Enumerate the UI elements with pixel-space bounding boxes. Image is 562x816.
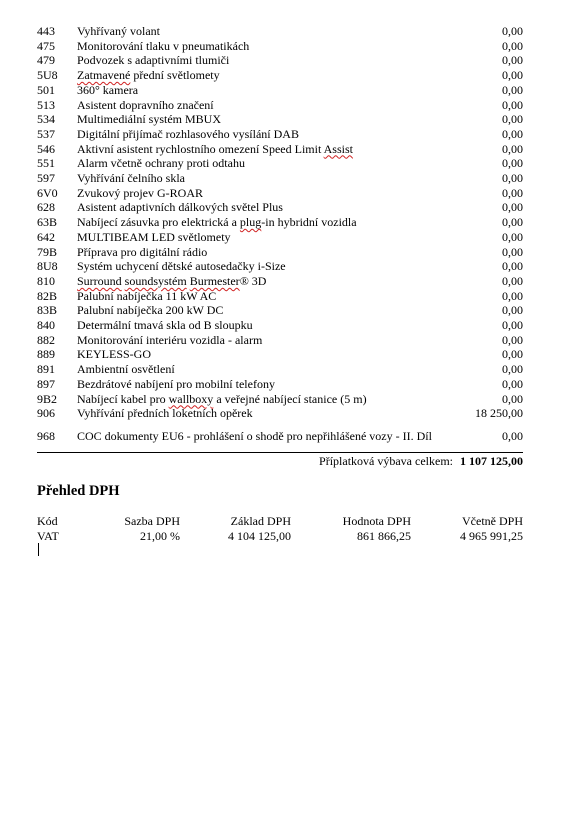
table-row (37, 39, 523, 54)
item-code: 628 (37, 200, 55, 215)
spellcheck-mark: wallboxy (168, 391, 214, 406)
table-row (37, 127, 523, 142)
table-row (37, 362, 523, 377)
item-price: 0,00 (502, 376, 523, 391)
item-description: Příprava pro digitální rádio (77, 244, 208, 259)
item-description: Monitorování interiéru vozidla - alarm (77, 332, 263, 347)
item-code: 546 (37, 141, 55, 156)
item-code: 968 (37, 428, 55, 443)
spellcheck-mark: Burmester (189, 273, 240, 288)
table-row (37, 53, 523, 68)
item-price: 0,00 (502, 141, 523, 156)
item-code: 443 (37, 24, 55, 38)
table-row (37, 230, 523, 245)
table-row (37, 421, 523, 451)
spellcheck-mark: Assist (323, 141, 353, 156)
spellcheck-mark: soundsystém (124, 273, 187, 288)
item-description: KEYLESS-GO (77, 347, 151, 362)
table-row (37, 83, 523, 98)
item-code: 6V0 (37, 185, 58, 200)
table-row (37, 377, 523, 392)
item-description: Asistent adaptivních dálkových světel Plus (77, 200, 283, 215)
vat-base: 4 104 125,00 (228, 529, 291, 543)
table-row (37, 347, 523, 362)
table-row (37, 215, 523, 230)
equipment-total-value: 1 107 125,00 (460, 454, 523, 468)
item-code: 889 (37, 347, 55, 362)
table-row (37, 24, 523, 39)
item-description: Determální tmavá skla od B sloupku (77, 318, 253, 333)
spellcheck-mark: Zatmavené (77, 68, 131, 83)
table-row (37, 259, 523, 274)
item-code: 597 (37, 171, 55, 186)
item-code: 479 (37, 53, 55, 68)
item-description: Alarm včetně ochrany proti odtahu (77, 156, 245, 171)
vat-heading: Přehled DPH (37, 483, 120, 499)
table-row (37, 392, 523, 407)
vat-header-code: Kód (37, 514, 58, 528)
item-price: 0,00 (502, 68, 523, 83)
item-price: 0,00 (502, 215, 523, 230)
table-row (37, 171, 523, 186)
item-description: Nabíjecí kabel pro wallboxy a veřejné nabíjecí stanice (5 m) (77, 391, 367, 406)
item-code: 8U8 (37, 259, 58, 274)
table-row (37, 303, 523, 318)
item-price: 0,00 (502, 112, 523, 127)
item-description: Nabíjecí zásuvka pro elektrická a plug-in hybridní vozidla (77, 215, 357, 230)
vat-header-rate: Sazba DPH (124, 514, 180, 528)
spellcheck-mark: plug (239, 215, 262, 230)
item-description: Vyhřívaný volant (77, 24, 160, 38)
item-price: 0,00 (502, 273, 523, 288)
equipment-total-label: Příplatková výbava celkem: (319, 454, 453, 468)
item-code: 5U8 (37, 68, 58, 83)
item-description: Monitorování tlaku v pneumatikách (77, 38, 250, 53)
table-divider (37, 452, 523, 453)
table-row (37, 98, 523, 113)
equipment-table (37, 24, 523, 451)
item-description: MULTIBEAM LED světlomety (77, 229, 231, 244)
table-row (37, 318, 523, 333)
table-row (37, 289, 523, 304)
item-price: 0,00 (502, 391, 523, 406)
text-cursor[interactable] (38, 543, 39, 556)
equipment-total (319, 454, 523, 469)
table-row (37, 245, 523, 260)
item-code: 475 (37, 38, 55, 53)
item-code: 551 (37, 156, 55, 171)
table-row (37, 200, 523, 215)
item-description: Zatmavené přední světlomety (77, 68, 220, 83)
item-description: Palubní nabíječka 200 kW DC (77, 303, 224, 318)
item-description: COC dokumenty EU6 - prohlášení o shodě pro nepřihlášené vozy - II. Díl (77, 428, 432, 443)
vat-rate: 21,00 % (140, 529, 180, 543)
item-description: Vyhřívání čelního skla (77, 171, 185, 186)
table-row (37, 142, 523, 157)
item-price: 0,00 (502, 318, 523, 333)
item-description: Podvozek s adaptivními tlumiči (77, 53, 230, 68)
item-code: 537 (37, 126, 55, 141)
item-code: 82B (37, 288, 58, 303)
item-code: 513 (37, 97, 55, 112)
vat-header-incl: Včetně DPH (462, 514, 523, 528)
item-description: Zvukový projev G-ROAR (77, 185, 203, 200)
item-code: 9B2 (37, 391, 58, 406)
item-code: 810 (37, 273, 55, 288)
item-description: Digitální přijímač rozhlasového vysílání DAB (77, 126, 299, 141)
item-description: Systém uchycení dětské autosedačky i-Size (77, 259, 286, 274)
item-code: 642 (37, 229, 55, 244)
item-price: 0,00 (502, 200, 523, 215)
item-price: 0,00 (502, 126, 523, 141)
spellcheck-mark: Surround (77, 273, 122, 288)
vat-table (37, 514, 523, 544)
item-code: 897 (37, 376, 55, 391)
item-price: 0,00 (502, 97, 523, 112)
table-row (37, 156, 523, 171)
item-price: 0,00 (502, 362, 523, 377)
item-code: 501 (37, 82, 55, 97)
item-code: 534 (37, 112, 55, 127)
vat-code: VAT (37, 529, 59, 543)
vat-amount: 861 866,25 (357, 529, 411, 543)
item-code: 891 (37, 362, 55, 377)
item-price: 0,00 (502, 332, 523, 347)
table-row (37, 186, 523, 201)
item-price: 0,00 (502, 244, 523, 259)
item-code: 63B (37, 215, 58, 230)
item-price: 0,00 (502, 24, 523, 38)
table-row (37, 333, 523, 348)
item-price: 0,00 (502, 288, 523, 303)
item-price: 0,00 (502, 171, 523, 186)
item-description: Surround soundsystém Burmester® 3D (77, 273, 267, 288)
item-price: 0,00 (502, 259, 523, 274)
vat-header-amount: Hodnota DPH (342, 514, 411, 528)
item-description: Multimediální systém MBUX (77, 112, 221, 127)
item-price: 0,00 (502, 229, 523, 244)
table-row (37, 112, 523, 127)
item-description: Bezdrátové nabíjení pro mobilní telefony (77, 376, 275, 391)
item-description: Asistent dopravního značení (77, 97, 214, 112)
item-description: 360° kamera (77, 82, 139, 97)
item-description: Vyhřívání předních loketních opěrek (77, 406, 253, 421)
item-description: Palubní nabíječka 11 kW AC (77, 288, 217, 303)
item-price: 0,00 (502, 347, 523, 362)
item-price: 0,00 (502, 38, 523, 53)
item-price: 0,00 (502, 185, 523, 200)
item-price: 0,00 (502, 303, 523, 318)
item-code: 906 (37, 406, 55, 421)
table-row (37, 274, 523, 289)
vat-header-row (37, 514, 523, 529)
item-code: 840 (37, 318, 55, 333)
item-code: 83B (37, 303, 58, 318)
table-row (37, 406, 523, 421)
vat-row (37, 529, 523, 544)
item-price: 0,00 (502, 428, 523, 443)
item-description: Aktivní asistent rychlostního omezení Speed Limit Assist (77, 141, 353, 156)
vat-incl: 4 965 991,25 (460, 529, 523, 543)
item-description: Ambientní osvětlení (77, 362, 175, 377)
item-price: 0,00 (502, 53, 523, 68)
table-row (37, 68, 523, 83)
item-code: 79B (37, 244, 58, 259)
item-price: 0,00 (502, 82, 523, 97)
item-price: 0,00 (502, 156, 523, 171)
equipment-table-body (37, 24, 523, 451)
vat-header-base: Základ DPH (230, 514, 291, 528)
item-price: 18 250,00 (475, 406, 523, 421)
item-code: 882 (37, 332, 55, 347)
